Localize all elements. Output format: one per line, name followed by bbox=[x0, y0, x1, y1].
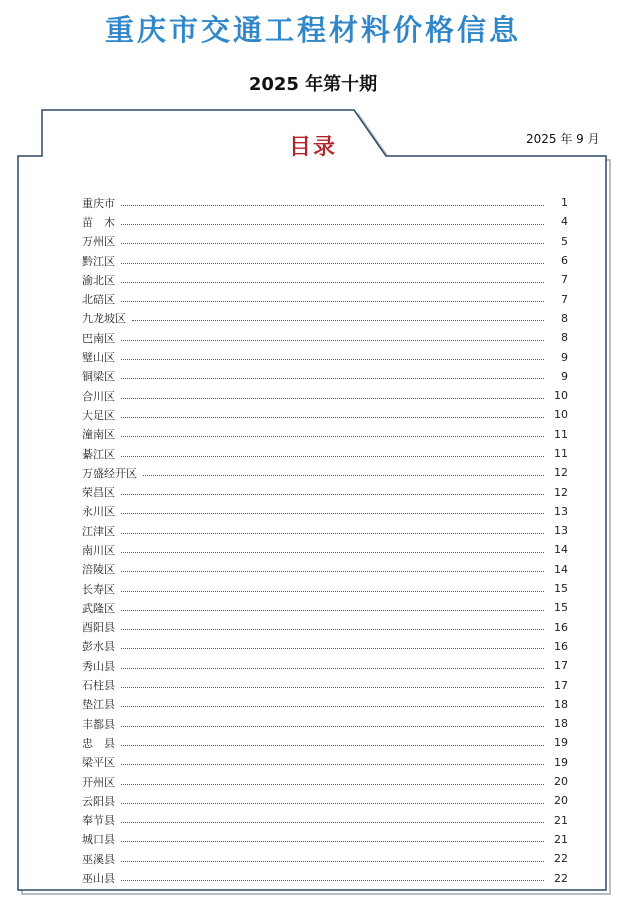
toc-entry[interactable] bbox=[82, 193, 568, 212]
toc-entry[interactable] bbox=[82, 830, 568, 849]
dot-leader bbox=[121, 493, 544, 495]
toc-entry[interactable] bbox=[82, 753, 568, 772]
toc-entry-name: 彭水县 bbox=[82, 640, 115, 654]
toc-entry-name: 黔江区 bbox=[82, 254, 115, 268]
dot-leader bbox=[121, 725, 544, 727]
toc-entry-page: 14 bbox=[554, 543, 568, 557]
toc-entry-name: 丰都县 bbox=[82, 717, 115, 731]
toc-entry-name: 忠 县 bbox=[82, 736, 115, 750]
toc-entry[interactable] bbox=[82, 811, 568, 830]
dot-leader bbox=[121, 802, 544, 804]
toc-entry-name: 渝北区 bbox=[82, 273, 115, 287]
toc-heading: 目录 bbox=[289, 135, 338, 160]
toc-entry-page: 16 bbox=[554, 620, 568, 634]
dot-leader bbox=[121, 840, 544, 842]
toc-entry-page: 11 bbox=[554, 427, 568, 441]
toc-entry-page: 18 bbox=[554, 697, 568, 711]
toc-entry-page: 4 bbox=[561, 215, 568, 229]
toc-entry-page: 13 bbox=[554, 504, 568, 518]
toc-entry-name: 云阳县 bbox=[82, 794, 115, 808]
dot-leader bbox=[121, 512, 544, 514]
toc-entry-page: 15 bbox=[554, 601, 568, 615]
toc-entry-name: 武隆区 bbox=[82, 601, 115, 615]
toc-entry[interactable] bbox=[82, 482, 568, 501]
toc-entry[interactable] bbox=[82, 347, 568, 366]
toc-entry-page: 11 bbox=[554, 447, 568, 460]
toc-entry[interactable] bbox=[82, 405, 568, 424]
toc-entry[interactable] bbox=[82, 212, 568, 231]
dot-leader bbox=[143, 474, 544, 476]
issue-number: 2025 年第十期 bbox=[248, 74, 378, 95]
dot-leader bbox=[121, 262, 544, 264]
publication-date: 2025 年 9 月 bbox=[526, 132, 600, 146]
dot-leader bbox=[121, 242, 544, 244]
toc-entry[interactable] bbox=[82, 637, 568, 656]
toc-entry-name: 巴南区 bbox=[82, 331, 115, 345]
toc-entry-page: 20 bbox=[554, 794, 568, 808]
toc-entry-name: 苗 木 bbox=[82, 215, 115, 229]
toc-entry-page: 14 bbox=[554, 562, 568, 576]
toc-entry[interactable] bbox=[82, 675, 568, 694]
toc-entry[interactable] bbox=[82, 502, 568, 521]
dot-leader bbox=[121, 416, 544, 418]
toc-entry-page: 18 bbox=[554, 717, 568, 731]
dot-leader bbox=[121, 590, 544, 592]
toc-entry-name: 巫山县 bbox=[82, 872, 115, 886]
dot-leader bbox=[121, 300, 544, 302]
toc-entry-page: 17 bbox=[554, 678, 568, 692]
toc-entry[interactable] bbox=[82, 849, 568, 868]
toc-entry[interactable] bbox=[82, 463, 568, 482]
toc-entry-name: 江津区 bbox=[82, 524, 115, 538]
dot-leader bbox=[121, 281, 544, 283]
toc-entry-page: 13 bbox=[554, 524, 568, 538]
toc-entry-name: 秀山县 bbox=[82, 659, 115, 673]
toc-entry[interactable] bbox=[82, 367, 568, 386]
dot-leader bbox=[121, 860, 544, 862]
toc-entry-page: 16 bbox=[554, 639, 568, 653]
toc-entry-page: 1 bbox=[561, 196, 568, 210]
toc-entry-name: 开州区 bbox=[82, 775, 115, 789]
toc-entry-page: 10 bbox=[554, 408, 568, 422]
toc-entry-page: 17 bbox=[554, 659, 568, 673]
dot-leader bbox=[121, 667, 544, 669]
dot-leader bbox=[121, 647, 544, 649]
toc-entry-name: 巫溪县 bbox=[82, 852, 115, 866]
toc-entry[interactable] bbox=[82, 868, 568, 887]
toc-entry-page: 6 bbox=[561, 254, 568, 268]
dot-leader bbox=[121, 763, 544, 765]
dot-leader bbox=[121, 204, 544, 206]
toc-entry-name: 长寿区 bbox=[82, 582, 115, 596]
toc-entry[interactable] bbox=[82, 289, 568, 308]
toc-entry-page: 9 bbox=[561, 369, 568, 383]
dot-leader bbox=[121, 532, 544, 534]
toc-entry-name: 万州区 bbox=[82, 235, 115, 249]
toc-entry[interactable] bbox=[82, 598, 568, 617]
toc-entry[interactable] bbox=[82, 328, 568, 347]
dot-leader bbox=[121, 686, 544, 688]
toc-entry-page: 20 bbox=[554, 775, 568, 789]
toc-entry-name: 石柱县 bbox=[82, 679, 115, 693]
toc-entry-page: 15 bbox=[554, 582, 568, 596]
toc-entry[interactable] bbox=[82, 618, 568, 637]
toc-entry-name: 北碚区 bbox=[82, 293, 115, 307]
toc-entry-name: 綦江区 bbox=[82, 447, 115, 461]
toc-entry-page: 21 bbox=[554, 813, 568, 827]
toc-entry-page: 22 bbox=[554, 871, 568, 885]
toc-entry-name: 酉阳县 bbox=[82, 621, 115, 635]
toc-entry-page: 9 bbox=[561, 350, 568, 364]
toc-entry-name: 奉节县 bbox=[82, 814, 115, 828]
dot-leader bbox=[121, 435, 544, 437]
toc-entry-page: 10 bbox=[554, 389, 568, 403]
toc-entry-page: 5 bbox=[561, 234, 568, 248]
dot-leader bbox=[121, 783, 544, 785]
toc-entry[interactable] bbox=[82, 656, 568, 675]
toc-entry-name: 永川区 bbox=[82, 505, 115, 519]
toc-entry-page: 7 bbox=[561, 273, 568, 287]
toc-entry[interactable] bbox=[82, 579, 568, 598]
toc-entry-name: 铜梁区 bbox=[82, 370, 115, 384]
toc-entry[interactable] bbox=[82, 425, 568, 444]
dot-leader bbox=[121, 455, 544, 457]
toc-entry-name: 梁平区 bbox=[82, 756, 115, 770]
dot-leader bbox=[121, 570, 544, 572]
dot-leader bbox=[121, 609, 544, 611]
toc-entry-page: 7 bbox=[561, 292, 568, 306]
toc-entry[interactable] bbox=[82, 232, 568, 251]
toc-entry[interactable] bbox=[82, 560, 568, 579]
toc-entry[interactable] bbox=[82, 714, 568, 733]
toc-entry[interactable] bbox=[82, 444, 568, 463]
dot-leader bbox=[121, 339, 544, 341]
toc-entry-name: 荣昌区 bbox=[82, 486, 115, 500]
toc-entry-page: 12 bbox=[554, 466, 568, 480]
dot-leader bbox=[121, 628, 544, 630]
dot-leader bbox=[121, 397, 544, 399]
toc-entry[interactable] bbox=[82, 695, 568, 714]
toc-entry[interactable] bbox=[82, 270, 568, 289]
dot-leader bbox=[121, 821, 544, 823]
toc-entry-page: 22 bbox=[554, 852, 568, 866]
toc-entry-name: 万盛经开区 bbox=[82, 466, 137, 480]
toc-entry[interactable] bbox=[82, 772, 568, 791]
toc-entry[interactable] bbox=[82, 733, 568, 752]
document-title: 重庆市交通工程材料价格信息 bbox=[104, 13, 521, 47]
toc-entry-name: 九龙坡区 bbox=[82, 312, 126, 326]
toc-entry[interactable] bbox=[82, 386, 568, 405]
toc-entry[interactable] bbox=[82, 309, 568, 328]
toc-entry[interactable] bbox=[82, 791, 568, 810]
toc-entry-name: 合川区 bbox=[82, 389, 115, 403]
toc-entry[interactable] bbox=[82, 521, 568, 540]
dot-leader bbox=[121, 551, 544, 553]
toc-entry-page: 19 bbox=[554, 755, 568, 769]
toc-entry-page: 8 bbox=[561, 331, 568, 345]
toc-entry-name: 南川区 bbox=[82, 543, 115, 557]
toc-entry[interactable] bbox=[82, 251, 568, 270]
toc-entry-name: 大足区 bbox=[82, 408, 115, 422]
toc-entry-name: 重庆市 bbox=[82, 196, 115, 210]
toc-entry-page: 19 bbox=[554, 736, 568, 750]
toc-entry-name: 璧山区 bbox=[82, 351, 115, 365]
toc-entry-page: 21 bbox=[554, 832, 568, 846]
dot-leader bbox=[121, 879, 544, 881]
toc-entry[interactable] bbox=[82, 540, 568, 559]
toc-entry-name: 潼南区 bbox=[82, 428, 115, 442]
toc-entry-name: 涪陵区 bbox=[82, 563, 115, 577]
toc-entry-name: 城口县 bbox=[82, 833, 115, 847]
dot-leader bbox=[121, 223, 544, 225]
dot-leader bbox=[121, 358, 544, 360]
toc-entry-page: 12 bbox=[554, 485, 568, 499]
toc-list bbox=[82, 193, 568, 888]
dot-leader bbox=[132, 319, 544, 321]
dot-leader bbox=[121, 377, 544, 379]
toc-entry-page: 8 bbox=[561, 311, 568, 325]
dot-leader bbox=[121, 744, 544, 746]
dot-leader bbox=[121, 705, 544, 707]
toc-entry-name: 垫江县 bbox=[82, 698, 115, 712]
